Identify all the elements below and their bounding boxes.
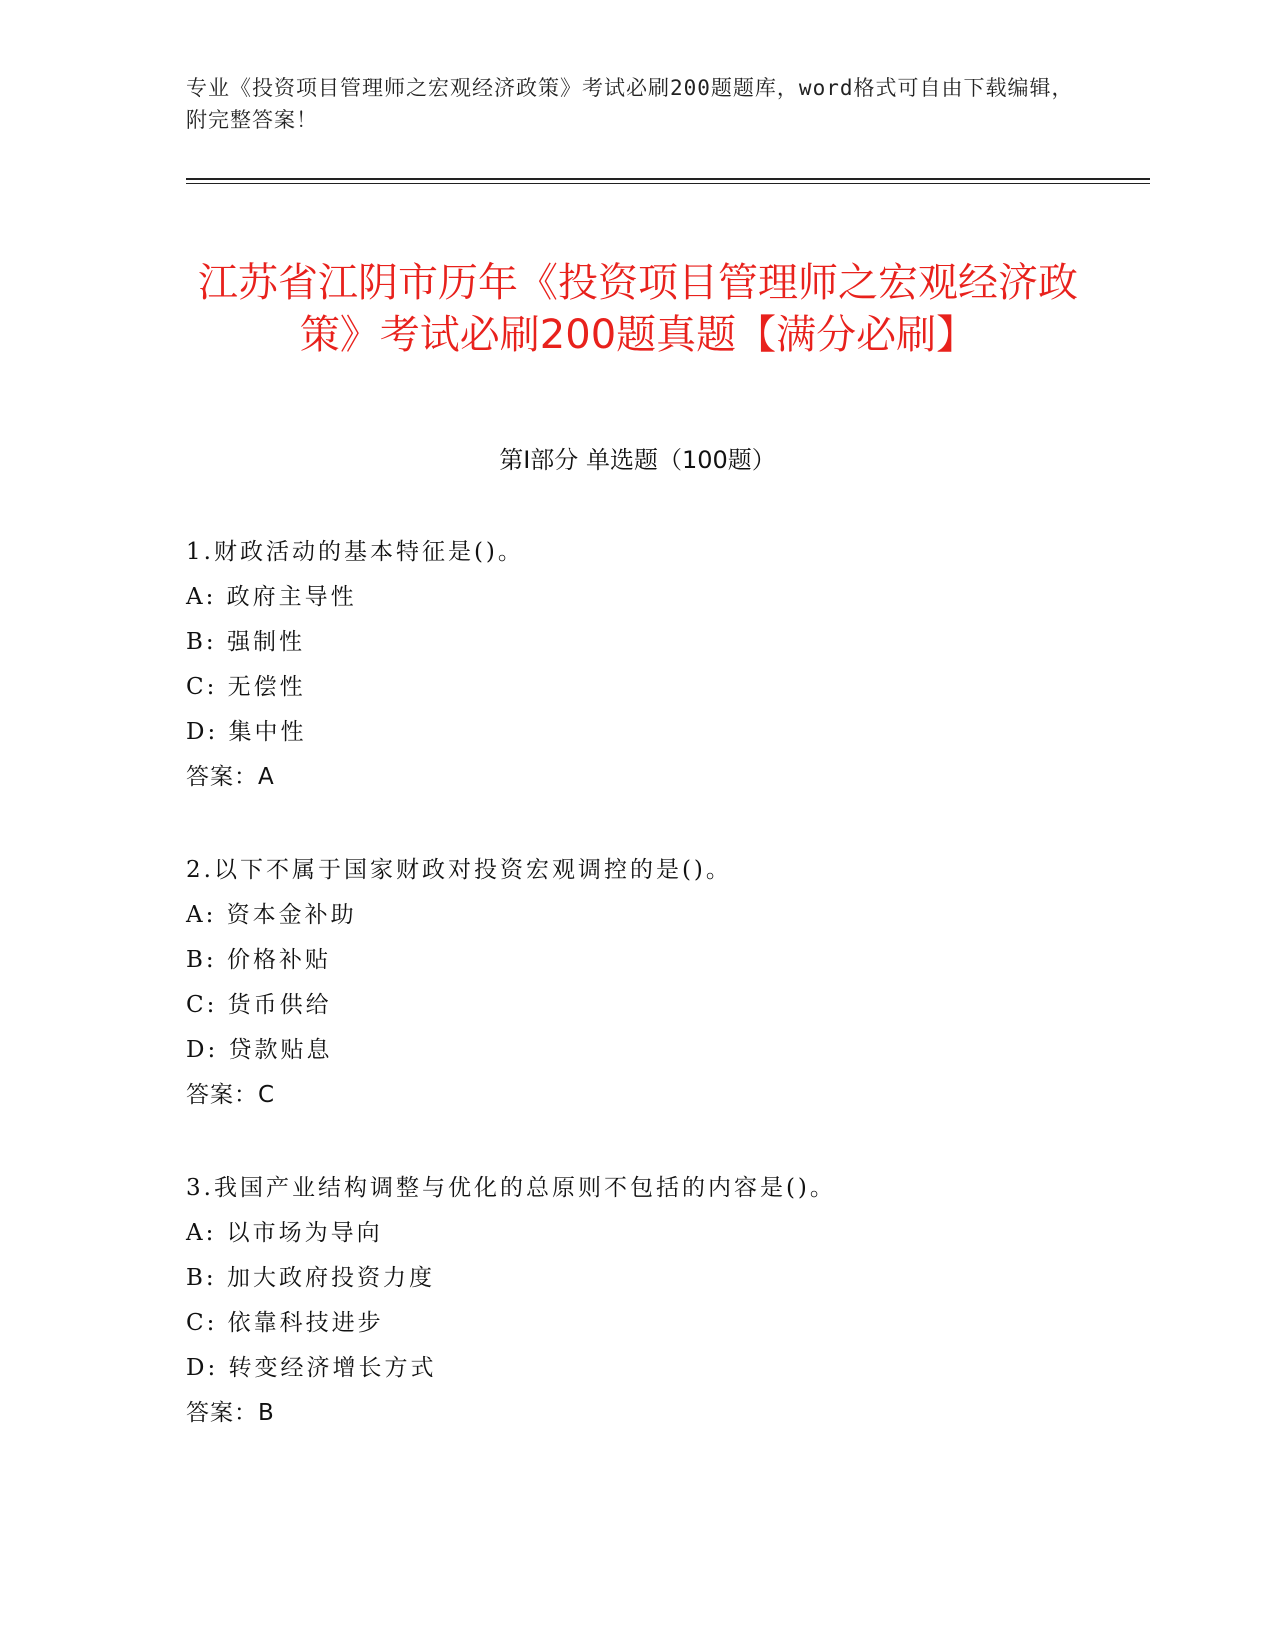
option-d: D: 集中性 <box>186 719 307 745</box>
option-c: C: 依靠科技进步 <box>186 1310 384 1336</box>
answer: 答案：C <box>186 1082 276 1108</box>
header-divider-thick <box>186 178 1150 180</box>
question-stem: 2.以下不属于国家财政对投资宏观调控的是()。 <box>186 857 732 883</box>
question-stem: 3.我国产业结构调整与优化的总原则不包括的内容是()。 <box>186 1175 836 1201</box>
option-b: B: 价格补贴 <box>186 947 331 973</box>
option-b: B: 强制性 <box>186 629 305 655</box>
option-a: A: 资本金补助 <box>186 902 357 928</box>
question-2 <box>186 848 1086 1166</box>
answer: 答案：A <box>186 764 275 790</box>
header-note: 专业《投资项目管理师之宏观经济政策》考试必刷200题题库，word格式可自由下载编辑，附完整答案！ <box>186 76 1074 132</box>
section-heading: 第Ⅰ部分 单选题（100题） <box>499 446 776 474</box>
option-d: D: 贷款贴息 <box>186 1037 333 1063</box>
answer: 答案：B <box>186 1400 275 1426</box>
option-c: C: 无偿性 <box>186 674 306 700</box>
question-stem: 1.财政活动的基本特征是()。 <box>186 539 524 565</box>
question-list <box>186 530 1086 1484</box>
option-a: A: 政府主导性 <box>186 584 357 610</box>
option-b: B: 加大政府投资力度 <box>186 1265 435 1291</box>
option-d: D: 转变经济增长方式 <box>186 1355 437 1381</box>
question-1 <box>186 530 1086 848</box>
option-a: A: 以市场为导向 <box>186 1220 383 1246</box>
option-c: C: 货币供给 <box>186 992 332 1018</box>
question-3 <box>186 1166 1086 1484</box>
document-title: 江苏省江阴市历年《投资项目管理师之宏观经济政策》考试必刷200题真题【满分必刷】 <box>198 259 1078 358</box>
header-divider-thin <box>186 183 1150 184</box>
